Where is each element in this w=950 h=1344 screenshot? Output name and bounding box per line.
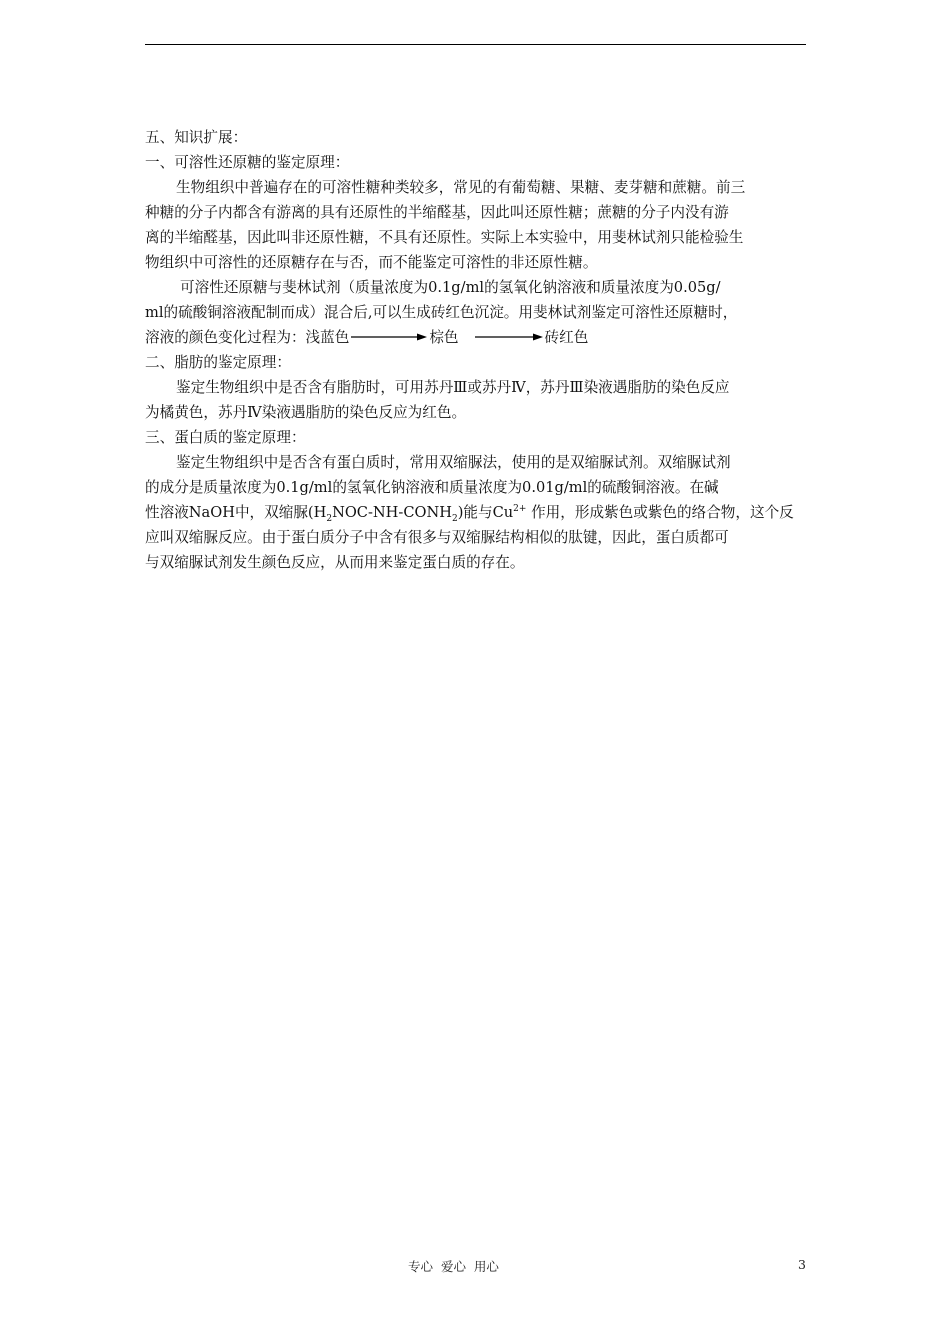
section-title-reducing-sugar: 一、可溶性还原糖的鉴定原理： — [145, 154, 350, 171]
text-segment: NOC-NH-CONH — [332, 504, 452, 521]
subscript: 2 — [326, 513, 333, 524]
text-segment: )能与Cu — [457, 504, 514, 521]
color-change-end: 砖红色 — [544, 329, 589, 346]
paragraph-line: 生物组织中普遍存在的可溶性糖种类较多，常见的有葡萄糖、果糖、麦芽糖和蔗糖。前三 — [176, 179, 746, 196]
paragraph-line: 鉴定生物组织中是否含有脂肪时，可用苏丹Ⅲ或苏丹Ⅳ，苏丹Ⅲ染液遇脂肪的染色反应 — [176, 379, 730, 396]
arrow-right-icon — [475, 333, 543, 341]
text-segment: 性溶液NaOH中，双缩脲(H — [145, 504, 327, 521]
header-rule — [145, 44, 806, 45]
paragraph-line: 为橘黄色，苏丹Ⅳ染液遇脂肪的染色反应为红色。 — [145, 404, 467, 421]
section-title-fat: 二、脂肪的鉴定原理： — [145, 354, 291, 371]
paragraph-line: 物组织中可溶性的还原糖存在与否，而不能鉴定可溶性的非还原性糖。 — [145, 254, 598, 271]
paragraph-line-formula — [145, 500, 809, 525]
paragraph-line: ml的硫酸铜溶液配制而成）混合后,可以生成砖红色沉淀。用斐林试剂鉴定可溶性还原糖时， — [145, 304, 738, 321]
paragraph-line: 应叫双缩脲反应。由于蛋白质分子中含有很多与双缩脲结构相似的肽键，因此，蛋白质都可 — [145, 529, 729, 546]
paragraph-line: 的成分是质量浓度为0.1g/ml的氢氧化钠溶液和质量浓度为0.01g/ml的硫酸铜溶液。在碱 — [145, 479, 719, 496]
paragraph-line: 可溶性还原糖与斐林试剂（质量浓度为0.1g/ml的氢氧化钠溶液和质量浓度为0.05g/ — [180, 279, 721, 296]
section-heading-knowledge-extension: 五、知识扩展： — [145, 129, 248, 146]
text-segment: 作用，形成紫色或紫色的络合物，这个反 — [526, 504, 794, 521]
color-change-mid: 棕色 — [429, 329, 459, 346]
arrow-right-icon — [351, 333, 427, 341]
paragraph-line: 鉴定生物组织中是否含有蛋白质时，常用双缩脲法，使用的是双缩脲试剂。双缩脲试剂 — [176, 454, 731, 471]
paragraph-line: 种糖的分子内都含有游离的具有还原性的半缩醛基，因此叫还原性糖；蔗糖的分子内没有游 — [145, 204, 729, 221]
section-title-protein: 三、蛋白质的鉴定原理： — [145, 429, 306, 446]
subscript: 2 — [451, 513, 458, 524]
color-change-prefix: 溶液的颜色变化过程为：浅蓝色 — [145, 329, 350, 346]
page-number: 3 — [798, 1257, 806, 1272]
document-body — [145, 125, 809, 575]
footer-slogan: 专心 爱心 用心 — [408, 1259, 499, 1274]
paragraph-line: 离的半缩醛基，因此叫非还原性糖，不具有还原性。实际上本实验中，用斐林试剂只能检验生 — [145, 229, 744, 246]
color-change-line — [145, 325, 809, 350]
superscript: 2+ — [513, 504, 527, 515]
paragraph-line: 与双缩脲试剂发生颜色反应，从而用来鉴定蛋白质的存在。 — [145, 554, 525, 571]
